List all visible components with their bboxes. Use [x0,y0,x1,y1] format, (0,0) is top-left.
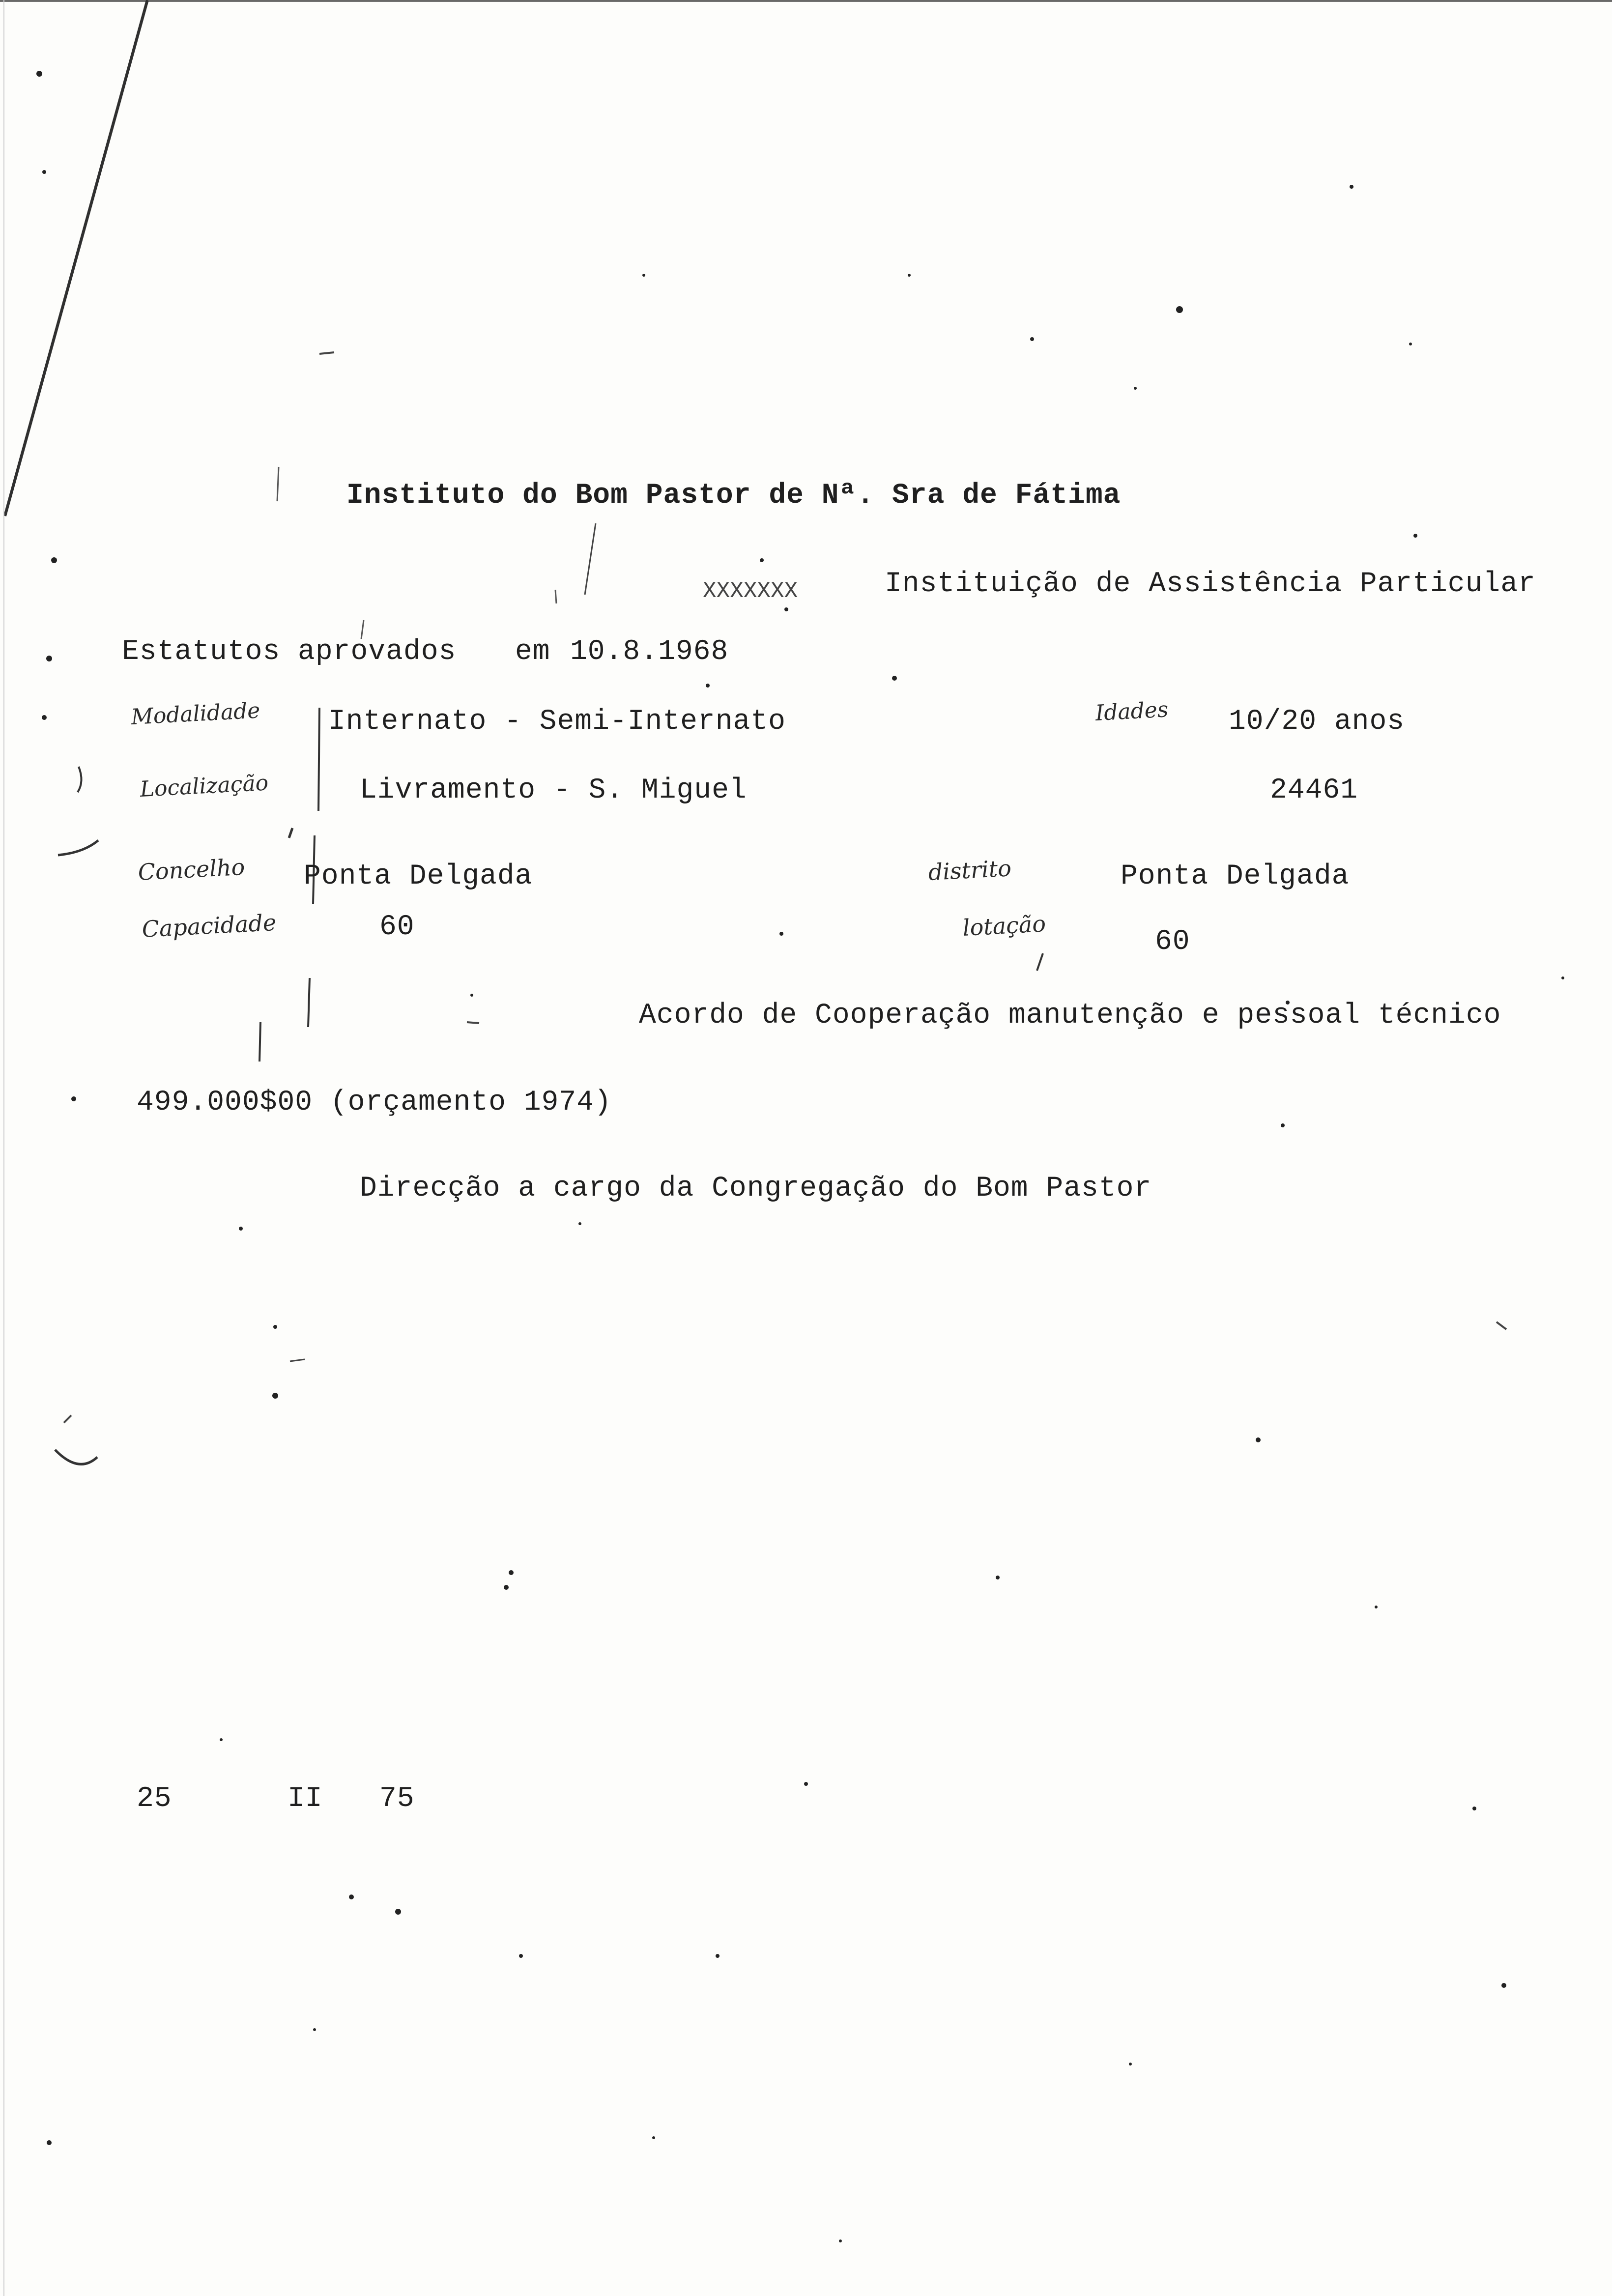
handwritten-label-modalidade: Modalidade [130,698,261,730]
institution-type: Instituição de Assistência Particular [885,568,1536,600]
handwritten-label-idades: Idades [1094,697,1169,726]
scan-speckles [36,71,1564,2242]
capacidade-value: 60 [379,911,415,943]
handwritten-label-distrito: distrito [927,855,1012,886]
localizacao-value: Livramento - S. Miguel [360,775,747,806]
handwritten-label-capacidade: Capacidade [141,909,277,943]
cooperation-agreement: Acordo de Cooperação manutenção e pessoal técnico [639,1000,1501,1032]
margin-bracket-mark [78,767,82,792]
budget-amount: 499.000$00 (orçamento 1974) [137,1087,612,1119]
date-month: II [288,1783,323,1815]
struck-out-text: XXXXXXX [703,578,798,604]
pen-tick [1037,953,1043,971]
handwritten-label-concelho: Concelho [137,853,246,886]
vertical-tick [308,978,310,1027]
stray-dash [467,1022,479,1023]
distrito-value: Ponta Delgada [1121,861,1350,892]
statutes-date: 10.8.1968 [570,636,729,668]
lotacao-value: 60 [1155,926,1190,958]
slash-mark [585,523,596,595]
margin-curve-mark [55,1450,97,1464]
pencil-tick [277,467,279,501]
statutes-label: Estatutos aprovados [122,636,457,668]
stray-dash [290,1359,305,1361]
vertical-tick [318,708,319,811]
handwritten-label-lotacao: lotação [962,910,1047,941]
stray-dash [319,352,334,354]
date-year: 75 [379,1783,415,1815]
statutes-prep: em [515,636,550,668]
direction-note: Direcção a cargo da Congregação do Bom Pastor [360,1173,1152,1205]
pen-tick [289,828,292,838]
stray-dash [64,1415,71,1423]
handwritten-label-localizacao: Localização [139,770,269,802]
idades-value: 10/20 anos [1229,706,1405,738]
diagonal-stroke [5,0,147,516]
telefone-value: 24461 [1270,775,1358,806]
stray-dash [1497,1322,1506,1329]
modalidade-value: Internato - Semi-Internato [328,706,786,738]
institution-title: Instituto do Bom Pastor de Nª. Sra de Fátima [346,480,1121,512]
date-day: 25 [137,1783,172,1815]
pen-tick [555,590,556,603]
margin-curve-mark [58,840,98,855]
concelho-value: Ponta Delgada [304,861,533,892]
vertical-tick [259,1022,260,1062]
